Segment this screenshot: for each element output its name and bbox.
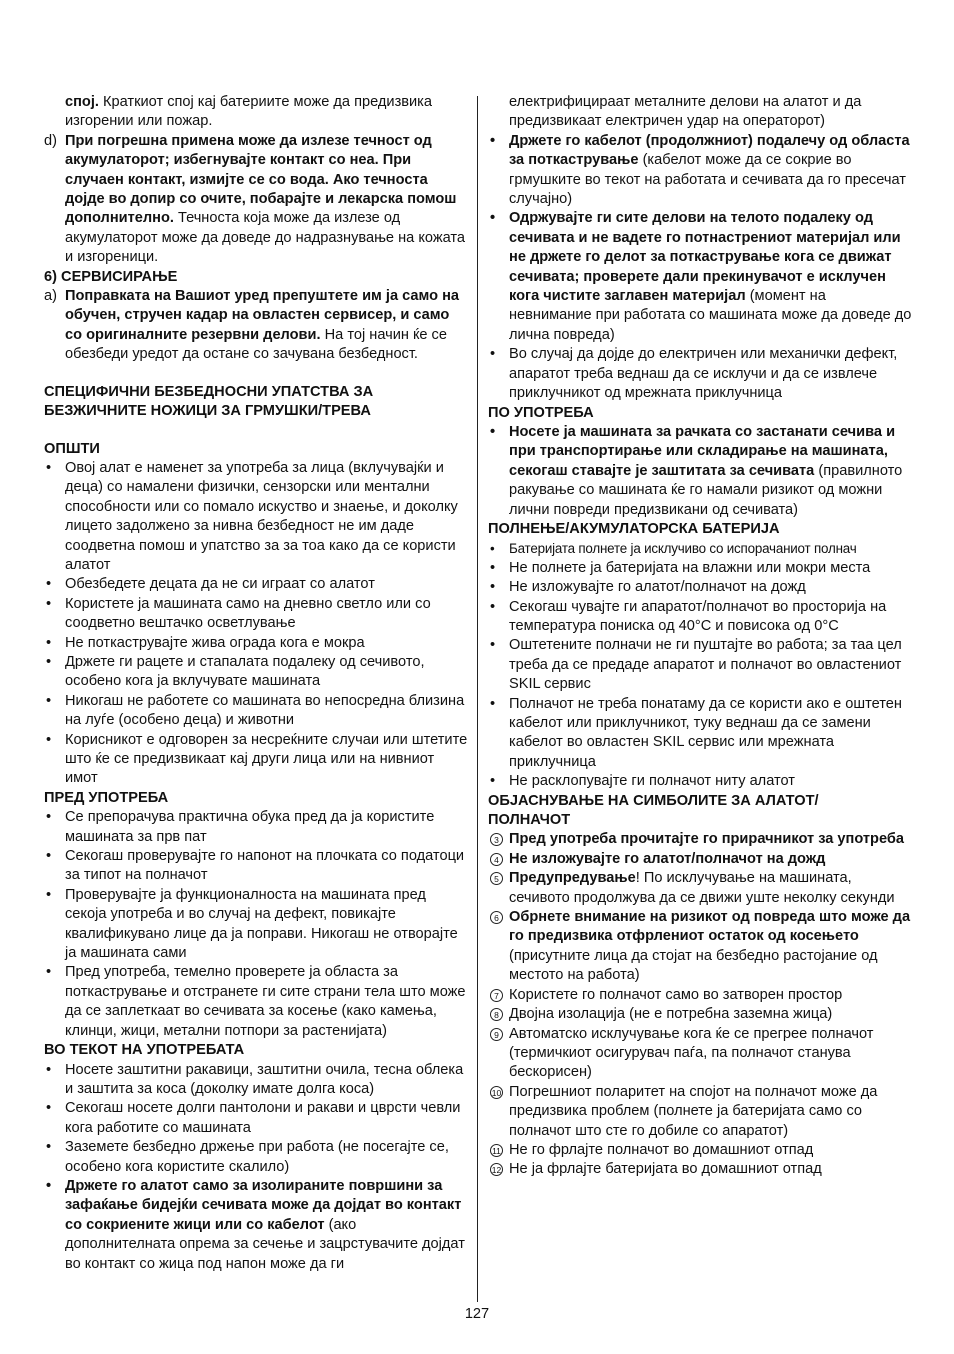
- symbol-item: 5 Предупредување! По исклучување на машината, сечивото продолжува да се движи уште неколку секунди: [488, 869, 912, 908]
- circled-number-icon: 6: [490, 911, 503, 924]
- heading-service: 6) СЕРВИСИРАЊЕ: [44, 268, 178, 285]
- list-item: • Секогаш проверувајте го напонот на плочката со податоци за типот на полначот: [46, 848, 465, 884]
- symbol-item: 4 Не изложувајте го алатот/полначот на дожд: [488, 850, 912, 869]
- body-text: Краткиот спој кај батериите може да предизвика изгорении или пожар.: [65, 94, 432, 130]
- circled-number-icon: 7: [490, 989, 503, 1002]
- list-item: • Не расклопувајте ги полначот ниту алатот: [490, 773, 795, 790]
- heading-general: ОПШТИ: [44, 440, 100, 457]
- heading-before-use: ПРЕД УПОТРЕБА: [44, 789, 169, 806]
- body-text: На тој начин ќе се обезбеди уредот да остане со зачувана безбедност.: [65, 326, 447, 363]
- list-item: • Оштетените полначи не ги пуштајте во работа; за таа цел треба да се предаде апаратот и полначот во овластениот SKIL сервис: [490, 637, 902, 693]
- heading-charging: ПОЛНЕЊЕ/АКУМУЛАТОРСКА БАТЕРИЈА: [488, 520, 780, 537]
- heading-symbols: ОБЈАСНУВАЊЕ НА СИМБОЛИТЕ ЗА АЛАТОТ/ ПОЛНАЧОТ: [488, 792, 819, 829]
- left-column: [44, 93, 468, 1274]
- page-number: 127: [464, 1306, 490, 1322]
- list-item: • Овој алат е наменет за употреба за лица (вклучувајќи и деца) со намалени физички, сензорски или ментални способности или со помало искуство и знаење, и доколку лицето задолжено за нивна безбедност не им даде соодветна помош и упатство за за тоа како да се користи алатот: [46, 459, 458, 573]
- list-item: • Користете ја машината само на дневно светло или со соодветно вештачко осветлување: [46, 595, 431, 632]
- item-a: [44, 287, 468, 365]
- list-item: • Секогаш носете долги пантолони и ракави и цврсти чевли кога работите со машината: [46, 1100, 461, 1136]
- list-marker: a): [44, 288, 57, 305]
- list-item: • Се препорачува практична обука пред да ја користите машината за прв пат: [46, 809, 435, 845]
- list-item: • Држете ги рацете и стапалата подалеку од сечивото, особено кога ја вклучувате машината: [46, 653, 425, 690]
- list-item: • Носете ја машината за рачката со застанати сечива и при транспортирање или складирање на машината, секогаш ставајте је заштитата за сечивата (правилното ракување со машината ќе го намали ризикот од можни лични повреди предизвикани од сечивата): [490, 423, 903, 518]
- symbol-item: 3 Пред употреба прочитајте го прирачникот за употреба: [488, 830, 912, 849]
- symbol-item: 9 Автоматско исклучување кога ќе се прегрее полначот (термичкиот осигурувач паѓа, па полначот станува бескорисен): [488, 1025, 912, 1083]
- list-item: • Батеријата полнете ја исклучиво со испорачаниот полнач: [490, 541, 857, 557]
- list-item: • Држете го алатот само за изолираните површини за зафаќање бидејќи сечивата може да дојдат во контакт со сокриените жици или со кабелот (ако дополнителната опрема за сечење и зацрстувачите дојдат во контакт со жица под напон може да ги: [46, 1177, 465, 1272]
- column-divider: [477, 96, 478, 1302]
- circled-number-icon: 11: [490, 1144, 503, 1157]
- symbol-item: 8 Двојна изолација (не е потребна заземна жица): [488, 1005, 912, 1024]
- continuation-text: електрифицираат металните делови на алатот и да предизвикаат електричен удар на операторот): [509, 94, 862, 130]
- heading-after-use: ПО УПОТРЕБА: [488, 404, 594, 421]
- list-item: • Во случај да дојде до електричен или механички дефект, апаратот треба веднаш да се исклучи и да се извлече приклучникот од мрежната приклучница: [490, 346, 898, 402]
- list-item: • Одржувајте ги сите делови на телото подалеку од сечивата и не вадете го потнастрениот материјал или не држете го делот за поткастрување кога се движат сечивата; проверете дали прекинувачот е исклучен кога чистите заглавен материјал (момент на невнимание при работата со машината може да доведе до лична повреда): [490, 210, 912, 343]
- list-item: • Никогаш не работете со машината во непосредна близина на луѓе (особено деца) и животни: [46, 692, 465, 729]
- body-text: Течноста која може да излезе од акумулаторот може да доведе до надразнување на кожата и изгореници.: [65, 210, 466, 266]
- bold-text: Поправката на Вашиот уред препуштете им ја само на обучен, стручен кадар на овластен сервисер, и само со оригиналните резервни делови.: [65, 288, 460, 343]
- circled-number-icon: 9: [490, 1028, 503, 1041]
- symbols-list: [488, 830, 912, 1179]
- circled-number-icon: 10: [491, 1087, 502, 1098]
- list-item: • Обезбедете децата да не си играат со алатот: [46, 576, 375, 593]
- list-marker: d): [44, 132, 57, 149]
- symbol-item: 10 Погрешниот поларитет на спојот на полначот може да предизвика проблем (полнете ја батеријата само со полначот што сте го добиле со апаратот): [491, 1083, 878, 1139]
- symbol-item: 12 Не ја фрлајте батеријата во домашниот отпад: [491, 1161, 822, 1178]
- list-item: • Не изложувајте го алатот/полначот на дожд: [490, 579, 806, 596]
- short-circuit-continuation: [44, 93, 468, 132]
- symbol-item: 11 Не го фрлајте полначот во домашниот отпад: [488, 1141, 912, 1160]
- bold-text: При погрешна примена може да излезе течност од акумулаторот; избегнувајте контакт со неа. При случаен контакт, измијте се со вода. Ако течноста дојде во допир со очите, побарајте и лекарска помош дополнително.: [65, 132, 457, 227]
- list-item: • Не полнете ја батеријата на влажни или мокри места: [490, 559, 871, 576]
- list-item: • Носете заштитни ракавици, заштитни очила, тесна облека и заштита за коса (доколку имате долга коса): [46, 1061, 464, 1097]
- heading-specific-safety: СПЕЦИФИЧНИ БЕЗБЕДНОСНИ УПАТСТВА ЗА БЕЗЖИЧНИТЕ НОЖИЦИ ЗА ГРМУШКИ/ТРЕВА: [44, 383, 374, 420]
- circled-number-icon: 4: [490, 853, 503, 866]
- list-item: • Корисникот е одговорен за несреќните случаи или штетите што ќе се предизвикаат кај други лица или на нивниот имот: [46, 731, 468, 787]
- list-item: • Секогаш чувајте ги апаратот/полначот во просторија на температура пониска од 40°C и повисока од 0°C: [490, 598, 887, 634]
- circled-number-icon: 12: [491, 1165, 502, 1176]
- general-list: [44, 459, 468, 789]
- circled-number-icon: 3: [490, 833, 503, 846]
- before-list: [44, 808, 468, 1041]
- list-item: • Полначот не треба понатаму да се користи ако е оштетен кабелот или приклучникот, туку веднаш да се замени кабелот во овластен SKIL сервис или мрежната приклучница: [490, 695, 902, 770]
- list-item: • Пред употреба, темелно проверете ја областа за поткастрување и отстранете ги сите страни тела што може да се заплеткаат во сечивата за косење (како камења, клинци, жици, метални потпори за растенијата): [46, 964, 466, 1039]
- during-list: [44, 1061, 468, 1274]
- list-item: • Заземете безбедно држење при работа (не посегајте се, особено кога користите скалило): [46, 1139, 449, 1175]
- symbol-item: 7 Користете го полначот само во затворен простор: [488, 986, 912, 1005]
- list-item: • Проверувајте ја функционалноста на машината пред секоја употреба и во случај на дефект, повикајте квалификувано лице да ја поправи. Никогаш не отворајте ја машината сами: [46, 886, 458, 962]
- list-item: • Држете го кабелот (продолжниот) подалечу од областа за поткастрување (кабелот може да се сокрие во грмушките во текот на работата и сечивата да го пресечат случајно): [490, 132, 910, 208]
- heading-during-use: ВО ТЕКОТ НА УПОТРЕБАТА: [44, 1042, 245, 1059]
- circled-number-icon: 5: [490, 872, 503, 885]
- charging-list: [488, 539, 912, 791]
- bold-text: спој.: [65, 94, 99, 110]
- symbol-item: 6 Обрнете внимание на ризикот од повреда што може да го предизвика отфрлениот остаток од косењето (присутните лица да стојат на безбедно растојание од местото на работа): [488, 908, 912, 986]
- item-d: [44, 132, 468, 268]
- circled-number-icon: 8: [490, 1008, 503, 1021]
- list-item: • Не поткаструвајте жива ограда кога е мокра: [46, 634, 365, 651]
- right-column: [488, 93, 912, 1180]
